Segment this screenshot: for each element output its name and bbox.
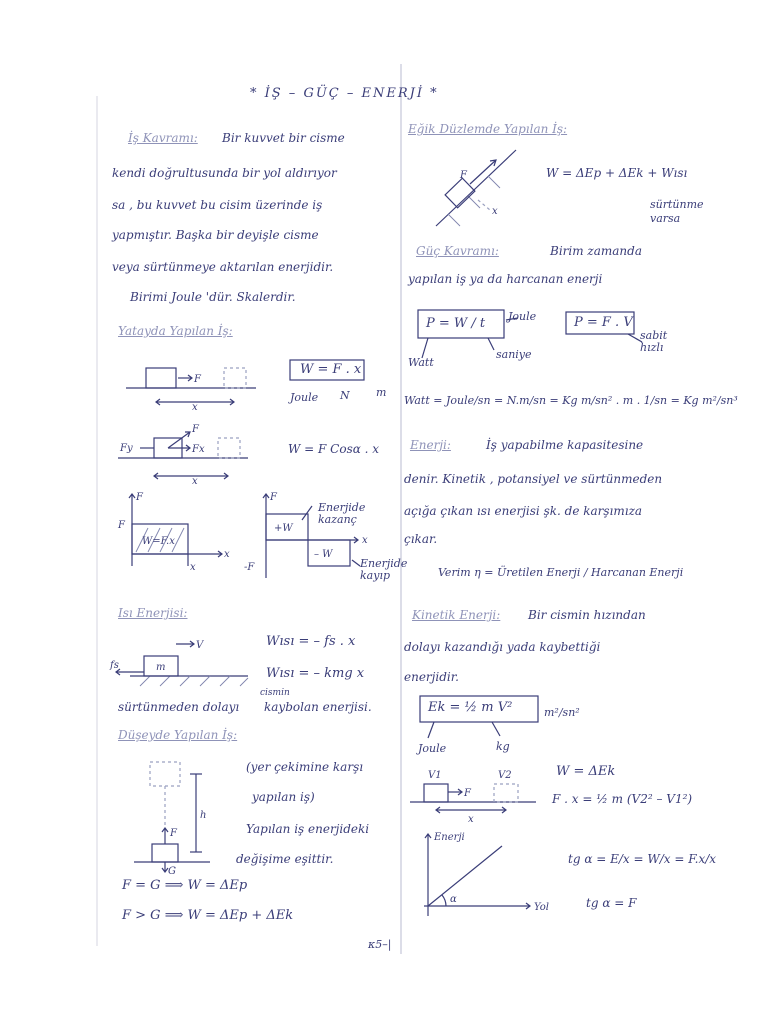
ke-v1-label: V1 [428,770,442,781]
vert-f-label: F [170,828,177,839]
formula-cos: W = F Cosα . x [288,442,380,456]
kinetik-line-2: dolayı kazandığı yada kaybettiği [404,640,601,654]
inclined-plane-diagram [430,140,530,232]
unit-n: N [340,389,350,402]
isi-line-a: sürtünmeden dolayı [118,700,240,714]
w-isi-1: Wısı = – fs . x [266,634,356,649]
egik-sub: sürtünme varsa [650,198,704,225]
vert-g-label: G [168,866,176,877]
p1-joule: Joule [508,310,537,323]
isi-line-b: kaybolan enerjisi. [264,700,372,714]
g1-x-axis: x [224,549,230,560]
ke-f-label: F [464,788,471,799]
diag2-f-label: F [192,424,199,435]
dusey-heading: Düşeyde Yapılan İş: [118,728,238,742]
dusey-line-3: Yapılan iş enerjideki [246,822,370,836]
yatayda-heading: Yatayda Yapılan İş: [118,324,233,338]
ke-v2-label: V2 [498,770,512,781]
is-line-6: Birimi Joule 'dür. Skalerdir. [130,290,296,304]
kinetik-heading: Kinetik Enerji: [412,608,501,622]
ke-x-label: x [468,814,474,825]
diag2-x-label: x [192,476,198,487]
ek-formula: Ek = ½ m V² [428,700,513,715]
is-line-1: Bir kuvvet bir cisme [222,131,345,145]
incline-f-label: F [460,170,467,181]
p1-watt: Watt [408,356,434,369]
isi-line-small: cismin [260,688,290,698]
equation-2: F > G ⟹ W = ΔEp + ΔEk [122,908,294,923]
g2-neg-w: – W [314,549,333,560]
enerji-line-4: çıkar. [404,532,438,546]
w-isi-2: Wısı = – kmg x [266,666,365,681]
tg-formula-2: tg α = F [586,896,637,910]
dusey-line-2: yapılan iş) [252,790,315,804]
w-delta-ek: W = ΔEk [556,764,616,779]
egik-heading: Eğik Düzlemde Yapılan İş: [408,122,568,136]
diag2-fy-label: Fy [120,443,133,454]
diag1-x-label: x [192,402,198,413]
g1-f-left: F [118,520,125,531]
guc-heading: Güç Kavramı: [416,244,499,258]
energy-gain-label: Enerjide kazanç [318,501,366,526]
graph-yol-label: Yol [534,902,549,913]
egik-formula: W = ΔEp + ΔEk + Wısı [546,166,688,180]
equation-1: F = G ⟹ W = ΔEp [122,878,248,893]
horizontal-work-diagram [126,358,261,413]
is-line-3: sa , bu kuvvet bu cisim üzerinde iş [112,198,323,212]
isi-enerjisi-heading: Isı Enerjisi: [118,606,188,620]
enerji-line-3: açığa çıkan ısı enerjisi şk. de karşımıza [404,504,643,518]
g2-neg-f: -F [244,562,255,573]
is-kavrami-heading: İş Kavramı: [128,131,198,145]
is-line-5: veya sürtünmeye aktarılan enerjidir. [112,260,334,274]
angled-force-diagram [118,424,258,486]
dusey-line-4: değişime eşittir. [236,852,334,866]
p-formula-2: P = F . V [574,315,633,330]
unit-joule: Joule [290,391,319,404]
friction-diagram [110,632,250,690]
friction-v-label: V [196,640,204,651]
ek-kg: kg [496,740,510,753]
ek-joule: Joule [418,742,447,755]
vert-h-label: h [200,810,207,821]
vertical-work-diagram [130,756,226,876]
energy-path-graph [410,830,560,922]
p1-saniye: saniye [496,348,532,361]
is-line-4: yapmıştır. Başka bir deyişle cisme [112,228,319,242]
dusey-line-1: (yer çekimine karşı [246,760,364,774]
g2-pos-w: +W [274,523,293,534]
force-position-graph-1 [118,490,228,574]
friction-m-label: m [156,662,166,673]
p2-label: sabit hızlı [640,329,668,354]
g1-f-axis: F [136,492,143,503]
kinetik-line-3: enerjidir. [404,670,459,684]
tg-formula-1: tg α = E/x = W/x = F.x/x [568,852,717,866]
footer-fragment: κ5–| [368,938,392,951]
p-formula-1: P = W / t [426,316,486,331]
kinetic-energy-diagram [410,766,540,824]
is-line-2: kendi doğrultusunda bir yol aldırıyor [112,166,337,180]
g2-x-axis: x [362,535,368,546]
graph-alpha-label: α [450,894,457,905]
friction-fs-label: fs [110,660,119,671]
diag2-fx-label: Fx [192,444,205,455]
g1-x-mark: x [190,562,196,573]
enerji-line-1: İş yapabilme kapasitesine [486,438,644,452]
diag1-f-label: F [194,374,201,385]
guc-line-1: Birim zamanda [550,244,642,258]
page-left-edge [96,96,100,946]
g2-f-axis: F [270,492,277,503]
g1-area-label: W=F.x [142,536,175,547]
ek-unit: m²/sn² [544,706,580,719]
page-title: * İŞ – GÜÇ – ENERJİ * [250,86,439,101]
fx-ke-formula: F . x = ½ m (V2² – V1²) [552,792,693,806]
verim-formula: Verim η = Üretilen Enerji / Harcanan Enerji [438,566,684,579]
enerji-heading: Enerji: [410,438,451,452]
energy-loss-label: Enerjide kayıp [360,557,408,582]
kinetik-line-1: Bir cismin hızından [528,608,646,622]
guc-line-2: yapılan iş ya da harcanan enerji [408,272,603,286]
formula-w-fx: W = F . x [300,362,362,377]
unit-m: m [376,386,387,399]
incline-x-label: x [492,206,498,217]
graph-enerji-label: Enerji [434,832,465,843]
enerji-line-2: denir. Kinetik , potansiyel ve sürtünmeden [404,472,663,486]
watt-line: Watt = Joule/sn = N.m/sn = Kg m/sn² . m . 1/sn = Kg m²/sn³ [404,394,738,407]
